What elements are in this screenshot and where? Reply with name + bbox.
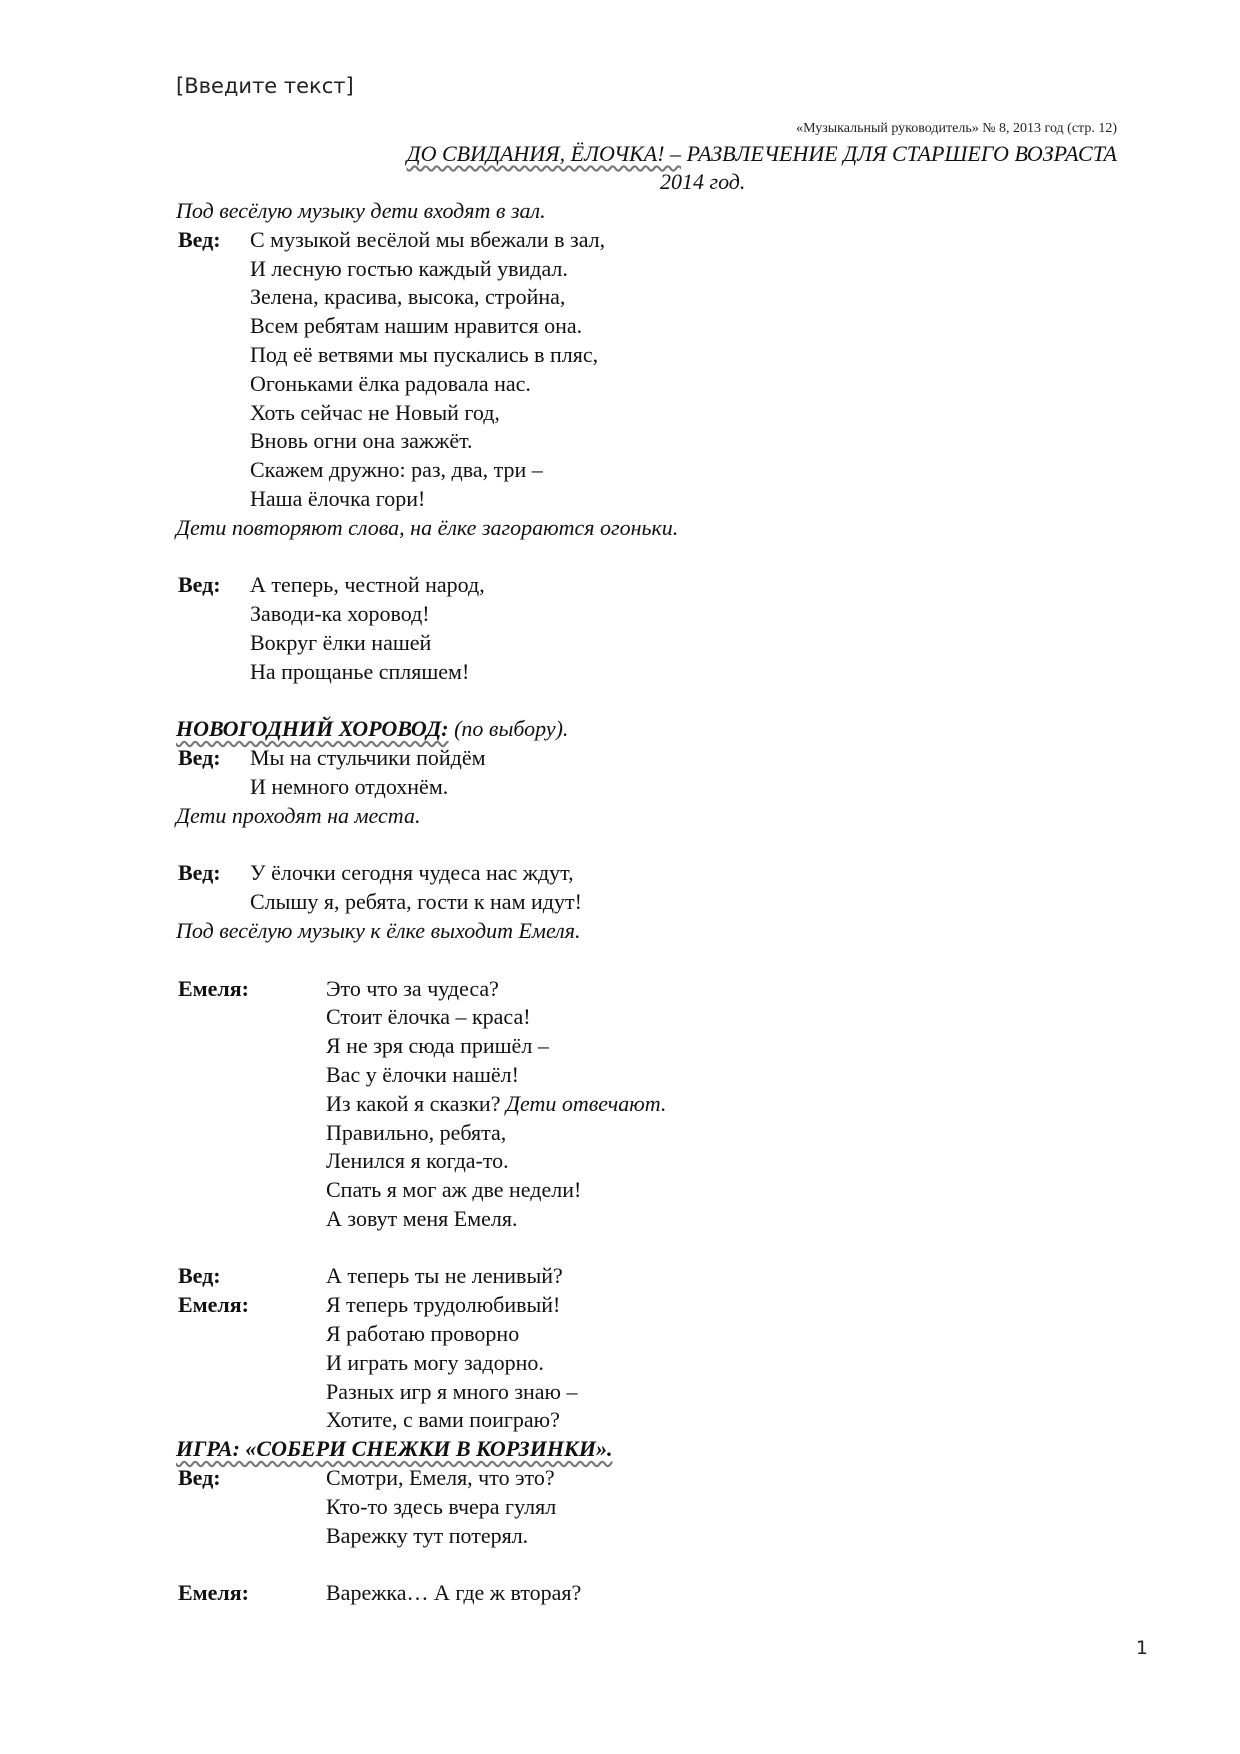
speaker-label: Емеля: <box>178 1292 249 1318</box>
script-line <box>176 571 1136 600</box>
script-line <box>176 1291 1136 1320</box>
script-line <box>176 975 1136 1004</box>
speaker-label: Вед: <box>178 745 221 771</box>
script-line <box>176 600 1136 629</box>
section-heading-round-dance <box>176 715 1136 744</box>
line-text: Это что за чудеса? <box>326 975 499 1001</box>
stage-direction: Дети проходят на места. <box>176 802 421 828</box>
line-text: А теперь ты не ленивый? <box>326 1263 563 1289</box>
script-line <box>176 1464 1136 1493</box>
script-line <box>176 1119 1136 1148</box>
line-text: Наша ёлочка гори! <box>250 485 426 511</box>
speaker-label: Вед: <box>178 1263 221 1289</box>
document-title <box>176 140 1117 168</box>
line-text: А теперь, честной народ, <box>250 572 485 598</box>
line-text: Вновь огни она зажжёт. <box>250 428 473 454</box>
source-citation: «Музыкальный руководитель» № 8, 2013 год (стр. 12) <box>796 121 1117 136</box>
script-line <box>176 1262 1136 1291</box>
blank-line <box>176 946 1136 975</box>
script-line <box>176 744 1136 773</box>
speaker-label: Емеля: <box>178 975 249 1001</box>
line-text: Я работаю проворно <box>326 1321 520 1347</box>
script-line <box>176 1003 1136 1032</box>
script-line <box>176 1493 1136 1522</box>
stage-direction: Дети повторяют слова, на ёлке загораются огоньки. <box>176 514 679 540</box>
script-line <box>176 341 1136 370</box>
script-line <box>176 1320 1136 1349</box>
script-line <box>176 888 1136 917</box>
script-line <box>176 1205 1136 1234</box>
script-line <box>176 1349 1136 1378</box>
script-line <box>176 226 1136 255</box>
heading-title: НОВОГОДНИЙ ХОРОВОД: <box>176 716 449 742</box>
line-text: Спать я мог аж две недели! <box>326 1177 582 1203</box>
script-line <box>176 370 1136 399</box>
line-text: Зелена, красива, высока, стройна, <box>250 284 566 310</box>
line-text: Заводи-ка хоровод! <box>250 601 430 627</box>
speaker-label: Вед: <box>178 226 221 252</box>
script-line <box>176 485 1136 514</box>
line-text: Слышу я, ребята, гости к нам идут! <box>250 889 582 915</box>
speaker-label: Вед: <box>178 1465 221 1491</box>
blank-line <box>176 543 1136 572</box>
script-line <box>176 1176 1136 1205</box>
line-text-with-note <box>326 1090 666 1119</box>
speaker-label: Вед: <box>178 860 221 886</box>
speaker-label: Емеля: <box>178 1580 249 1606</box>
line-text: Разных игр я много знаю – <box>326 1378 578 1404</box>
script-line <box>176 859 1136 888</box>
line-text: И немного отдохнём. <box>250 773 449 799</box>
inline-stage-note: Дети отвечают. <box>500 1090 667 1116</box>
line-text: Кто-то здесь вчера гулял <box>326 1493 557 1519</box>
line-text: Варежку тут потерял. <box>326 1522 529 1548</box>
script-line <box>176 283 1136 312</box>
line-text: Я не зря сюда пришёл – <box>326 1033 549 1059</box>
line-text: Мы на стульчики пойдём <box>250 745 486 771</box>
title-main: ДО СВИДАНИЯ, ЁЛОЧКА! – <box>406 141 682 166</box>
blank-line <box>176 687 1136 716</box>
script-line <box>176 658 1136 687</box>
script-line <box>176 1579 1136 1608</box>
line-text: На прощанье спляшем! <box>250 658 470 684</box>
script-line <box>176 255 1136 284</box>
script-line <box>176 1061 1136 1090</box>
speaker-label: Вед: <box>178 572 221 598</box>
line-text: Хотите, с вами поиграю? <box>326 1407 560 1433</box>
line-text: И лесную гостью каждый увидал. <box>250 255 568 281</box>
script-line <box>176 1406 1136 1435</box>
line-text: Варежка… А где ж вторая? <box>326 1580 582 1606</box>
script-line <box>176 427 1136 456</box>
line-text: Правильно, ребята, <box>326 1119 507 1145</box>
line-text: Смотри, Емеля, что это? <box>326 1465 555 1491</box>
script-line <box>176 456 1136 485</box>
heading-title: ИГРА: «СОБЕРИ СНЕЖКИ В КОРЗИНКИ». <box>176 1436 613 1462</box>
title-subtitle: РАЗВЛЕЧЕНИЕ ДЛЯ СТАРШЕГО ВОЗРАСТА <box>681 141 1117 166</box>
line-text: Ленился я когда-то. <box>326 1148 509 1174</box>
line-text: Под её ветвями мы пускались в пляс, <box>250 341 599 367</box>
line-text: И играть могу задорно. <box>326 1349 544 1375</box>
script-line <box>176 1090 1136 1119</box>
title-year: 2014 год. <box>660 169 746 194</box>
line-text: Вокруг ёлки нашей <box>250 629 432 655</box>
script-body <box>176 197 1136 1608</box>
line-text: Всем ребятам нашим нравится она. <box>250 313 583 339</box>
script-line <box>176 1147 1136 1176</box>
blank-line <box>176 1550 1136 1579</box>
blank-line <box>176 1234 1136 1263</box>
header-placeholder-text[interactable]: [Введите текст] <box>176 74 354 98</box>
script-line <box>176 773 1136 802</box>
section-heading-game <box>176 1435 1136 1464</box>
script-line <box>176 1522 1136 1551</box>
stage-direction: Под весёлую музыку дети входят в зал. <box>176 198 546 223</box>
script-line <box>176 1032 1136 1061</box>
line-text: С музыкой весёлой мы вбежали в зал, <box>250 226 606 252</box>
script-line <box>176 1378 1136 1407</box>
line-text: Вас у ёлочки нашёл! <box>326 1061 519 1087</box>
line-text: А зовут меня Емеля. <box>326 1205 518 1231</box>
line-text: Огоньками ёлка радовала нас. <box>250 370 531 396</box>
line-text: Из какой я сказки? <box>326 1090 501 1116</box>
line-text: Стоит ёлочка – краса! <box>326 1004 531 1030</box>
heading-note: (по выбору). <box>448 716 569 742</box>
line-text: Хоть сейчас не Новый год, <box>250 399 500 425</box>
line-text: Скажем дружно: раз, два, три – <box>250 457 543 483</box>
line-text: Я теперь трудолюбивый! <box>326 1292 561 1318</box>
script-line <box>176 312 1136 341</box>
script-line <box>176 629 1136 658</box>
page-number: 1 <box>1135 1637 1148 1659</box>
line-text: У ёлочки сегодня чудеса нас ждут, <box>250 860 574 886</box>
blank-line <box>176 831 1136 860</box>
script-line <box>176 399 1136 428</box>
stage-direction: Под весёлую музыку к ёлке выходит Емеля. <box>176 917 581 943</box>
